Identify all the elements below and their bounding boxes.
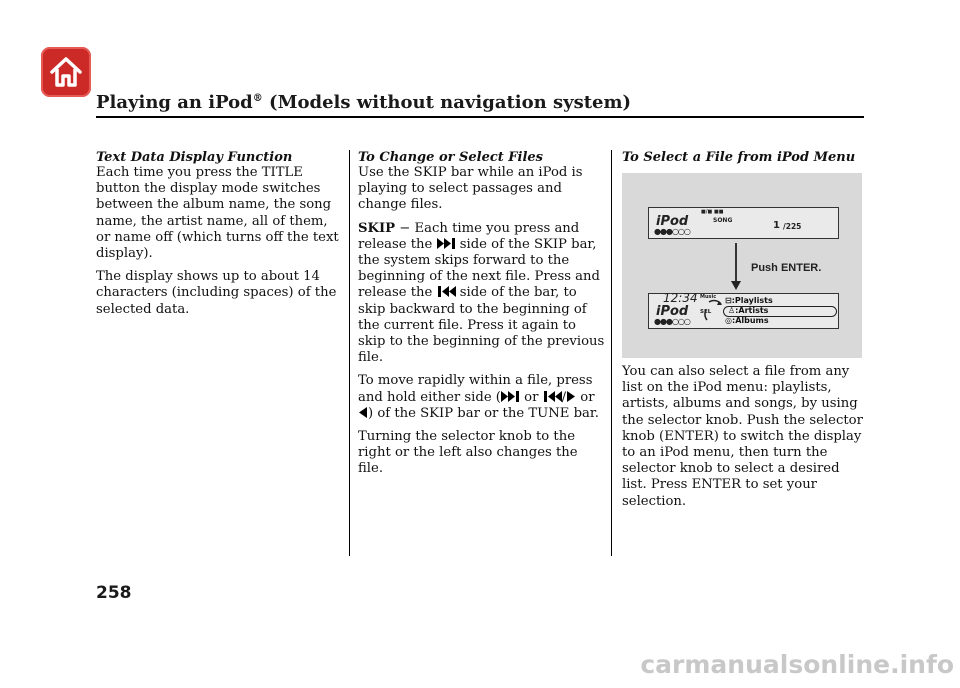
lcd-song-display (648, 207, 839, 239)
menu-item-artists: ♙:Artists (728, 306, 769, 315)
title-rule (96, 116, 864, 118)
column-ipod-menu (622, 150, 867, 165)
column-ipod-menu-body (622, 364, 867, 517)
heading-ipod-menu: To Select a File from iPod Menu (622, 150, 856, 165)
skip-forward-icon (501, 391, 520, 402)
skip-forward-icon (437, 238, 456, 249)
push-enter-caption: Push ENTER. (751, 262, 822, 274)
sel-label: SEL (700, 309, 712, 315)
paragraph: Turning the selector knob to the right or the left also changes the file. (358, 429, 578, 477)
lcd-menu-display (648, 293, 839, 329)
paragraph: SKIP − Each time you press and release the side of the SKIP bar, the system skips forward to the beginning of the next file. Press and release the side of the bar, to skip backward to the beginning of the current file. Press it again to skip to the beginning of the previous file. (358, 220, 605, 366)
tune-right-icon (566, 391, 576, 402)
heading-text-data-display: Text Data Display Function (96, 150, 293, 165)
skip-back-icon (437, 286, 456, 297)
paragraph: Each time you press the TITLE button the display mode switches between the album name, the song name, the artist name, all of them, or name off (which turns off the text display). (96, 165, 339, 262)
section-title: Playing an iPod® (Models without navigation system) (96, 92, 632, 113)
heading-change-files: To Change or Select Files (358, 150, 543, 165)
signal-indicator-icon: ●●●○○○ (654, 317, 690, 326)
signal-indicator-icon: ●●●○○○ (654, 227, 690, 236)
paragraph: To move rapidly within a file, press and hold either side ( or / or ) of the SKIP bar or the TUNE bar. (358, 373, 599, 421)
menu-item-playlists: ⊟:Playlists (725, 296, 773, 305)
page-number: 258 (96, 583, 132, 603)
column-divider (611, 150, 612, 556)
skip-back-icon (543, 391, 562, 402)
skip-term: SKIP (358, 220, 396, 236)
music-label: Music (700, 294, 717, 300)
home-button[interactable] (41, 47, 91, 97)
paragraph: You can also select a file from any list on the iPod menu: playlists, artists, albums and songs, by using the selector knob. Push the selector knob (ENTER) to switch the display to an iPod menu, then turn the selector knob to select a desired list. Press ENTER to set your selection. (622, 364, 863, 509)
home-icon (48, 54, 84, 90)
watermark: carmanualsonline.info (640, 650, 954, 679)
column-text-display (96, 150, 341, 325)
ipod-logo: iPod (656, 214, 689, 229)
menu-item-albums: ◎:Albums (725, 316, 769, 325)
clock: 12:34 (663, 291, 698, 305)
song-label: SONG (713, 217, 733, 224)
tune-left-icon (358, 407, 368, 418)
column-change-files (358, 150, 606, 485)
column-divider (349, 150, 350, 556)
arrow-down-icon (730, 243, 742, 291)
paragraph: Use the SKIP bar while an iPod is playing to select passages and change files. (358, 165, 583, 213)
ipod-logo: iPod (656, 304, 689, 319)
selector-knob-icon (703, 298, 725, 324)
display-illustration (622, 173, 862, 358)
song-number: 1 (773, 220, 780, 231)
mode-indicator-icon: ■/■ ■■ (701, 209, 724, 215)
song-total: /225 (783, 222, 802, 231)
paragraph: The display shows up to about 14 characters (including spaces) of the selected data. (96, 269, 337, 317)
